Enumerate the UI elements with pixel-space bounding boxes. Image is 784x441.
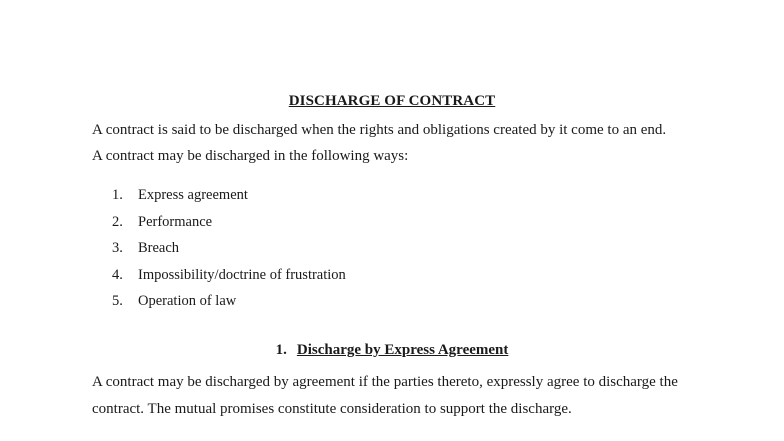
intro-line-1: A contract is said to be discharged when the rights and obligations created by it come to an end. [92, 122, 667, 138]
list-item [112, 288, 346, 315]
list-item-number: 4. [112, 266, 123, 283]
section-number: 1. [275, 342, 287, 358]
section-paragraph-line-2: contract. The mutual promises constitute consideration to support the discharge. [92, 401, 572, 417]
document-title: DISCHARGE OF CONTRACT [288, 93, 496, 109]
list-item-label: Express agreement [138, 187, 248, 203]
intro-line-2: A contract may be discharged in the following ways: [92, 148, 409, 164]
list-item [112, 235, 346, 262]
list-item-number: 5. [112, 293, 123, 310]
list-item-number: 2. [112, 213, 123, 230]
discharge-ways-list [112, 182, 346, 315]
list-item-label: Breach [138, 240, 180, 257]
list-item [112, 262, 346, 289]
list-item [112, 182, 346, 209]
list-item-number: 3. [112, 240, 123, 257]
section-paragraph-line-1: A contract may be discharged by agreement if the parties thereto, expressly agree to discharge the [92, 374, 678, 390]
list-item-label: Operation of law [138, 293, 237, 310]
list-item-label: Impossibility/doctrine of frustration [138, 266, 346, 283]
list-item [112, 209, 346, 236]
section-title: Discharge by Express Agreement [296, 342, 509, 358]
list-item-label: Performance [138, 213, 213, 230]
section-heading-express-agreement [0, 342, 784, 359]
list-item-number: 1. [112, 187, 123, 203]
